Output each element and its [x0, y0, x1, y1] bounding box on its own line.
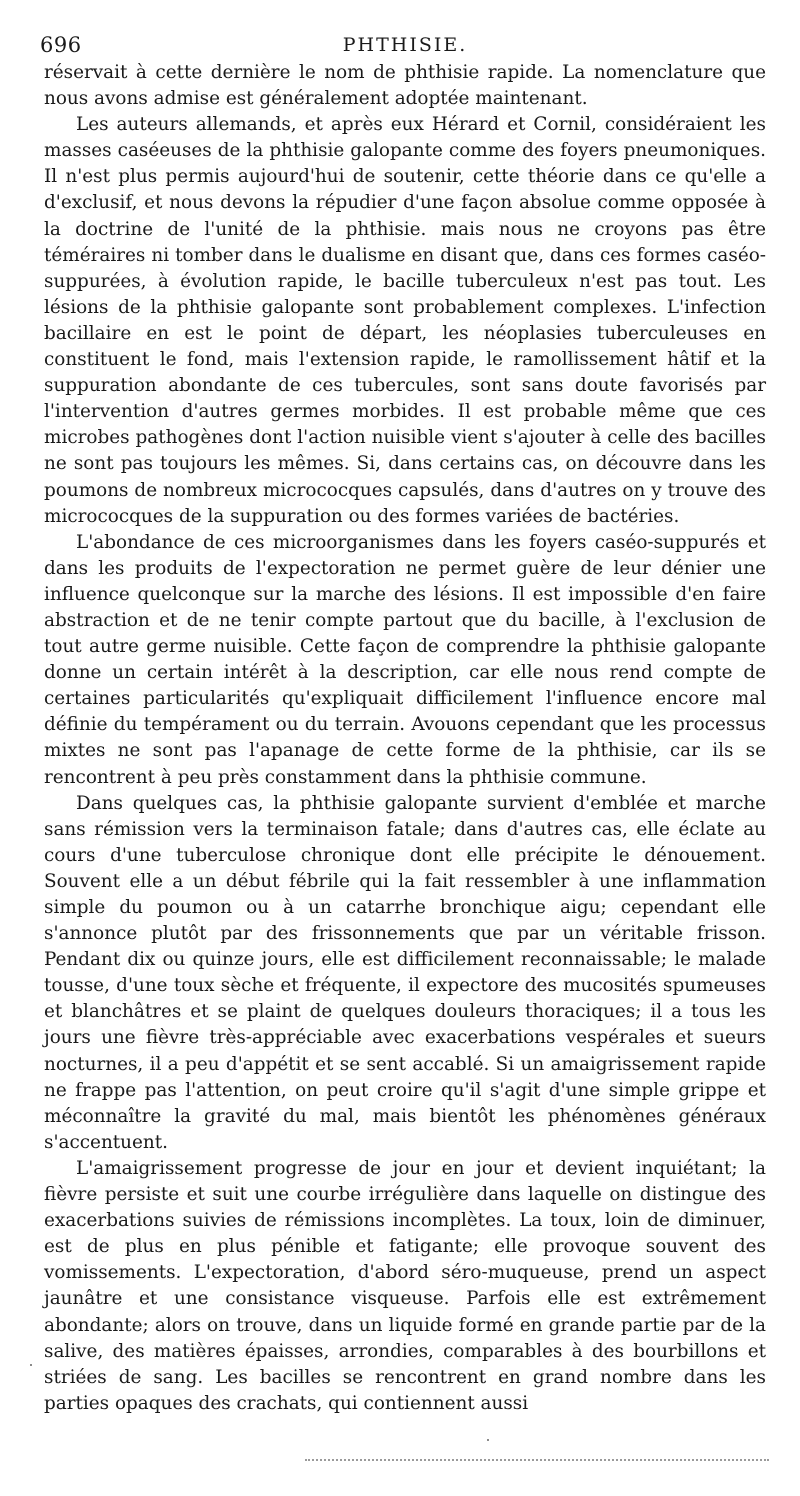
running-head [40, 30, 766, 60]
paragraph-microorganisms: L'abondance de ces microorganismes dans les foyers caséo-suppurés et dans les produits de l'expectoration ne permet guère de leur dénier une influence quelconque sur la marche des lésions. Il est impossible d'en faire abstraction et de ne tenir compte partout que du bacille, à l'exclusion de tout autre germe nuisible. Cette façon de comprendre la phthisie galopante donne un certain intérêt à la description, car elle nous rend compte de certaines particularités qu'expliquait difficilement l'influence encore mal définie du tempérament ou du terrain. Avouons cependant que les processus mixtes ne sont pas l'apanage de cette forme de la phthisie, car ils se rencontrent à peu près constamment dans la phthisie commune. [44, 531, 766, 788]
paragraph-onset: Dans quelques cas, la phthisie galopante survient d'emblée et marche sans rémission vers la terminaison fatale; dans d'autres cas, elle éclate au cours d'une tuberculose chronique dont elle précipite le dénouement. Souvent elle a un début fébrile qui la fait ressembler à une inflammation simple du poumon ou à un catarrhe bronchique aigu; cependant elle s'annonce plutôt par des frissonnements que par un véritable frisson. Pendant dix ou quinze jours, elle est difficilement reconnaissable; le malade tousse, d'une toux sèche et fréquente, il expectore des mucosités spumeuses et blanchâtres et se plaint de quelques douleurs thoraciques; il a tous les jours une fièvre très-appréciable avec exacerbations vespérales et sueurs nocturnes, il a peu d'appétit et se sent accablé. Si un amaigrissement rapide ne frappe pas l'attention, on peut croire qu'il s'agit d'une simple grippe et méconnaître la gravité du mal, mais bientôt les phénomènes généraux s'accentuent. [44, 792, 766, 1153]
book-page [40, 30, 766, 1417]
paragraph-continuation: réservait à cette dernière le nom de phthisie rapide. La nomenclature que nous avons admise est généralement adoptée maintenant. [44, 62, 766, 110]
body-text [44, 60, 766, 1417]
speck [30, 1364, 32, 1366]
paragraph-progression: L'amaigrissement progresse de jour en jour et devient inquiétant; la fièvre persiste et suit une courbe irrégulière dans laquelle on distingue des exacerbations suivies de rémissions incomplètes. La toux, loin de diminuer, est de plus en plus pénible et fatigante; elle provoque souvent des vomissements. L'expectoration, d'abord séro-muqueuse, prend un aspect jaunâtre et une consistance visqueuse. Parfois elle est extrêmement abondante; alors on trouve, dans un liquide formé en grande partie par de la salive, des matières épaisses, arrondies, comparables à des bourbillons et striées de sang. Les bacilles se rencontrent en grand nombre dans les parties opaques des crachats, qui contiennent aussi [44, 1157, 766, 1414]
footer-rule [305, 1459, 769, 1461]
paragraph-german-authors: Les auteurs allemands, et après eux Hérard et Cornil, considéraient les masses caséeuses de la phthisie galopante comme des foyers pneumoniques. Il n'est plus permis aujourd'hui de soutenir, cette théorie dans ce qu'elle a d'exclusif, et nous devons la répudier d'une façon absolue comme opposée à la doctrine de l'unité de la phthisie. mais nous ne croyons pas être téméraires ni tomber dans le dualisme en disant que, dans ces formes caséo-suppurées, à évolution rapide, le bacille tuberculeux n'est pas tout. Les lésions de la phthisie galopante sont probablement complexes. L'infection bacillaire en est le point de départ, les néoplasies tuberculeuses en constituent le fond, mais l'extension rapide, le ramollissement hâtif et la suppuration abondante de ces tubercules, sont sans doute favorisés par l'intervention d'autres germes morbides. Il est probable même que ces microbes pathogènes dont l'action nuisible vient s'ajouter à celle des bacilles ne sont pas toujours les mêmes. Si, dans certains cas, on découvre dans les poumons de nombreux micrococques capsulés, dans d'autres on y trouve des micrococques de la suppuration ou des formes variées de bactéries. [44, 114, 766, 527]
speck [487, 1439, 489, 1441]
running-title: PHTHISIE. [342, 34, 468, 56]
page-number: 696 [40, 33, 82, 57]
